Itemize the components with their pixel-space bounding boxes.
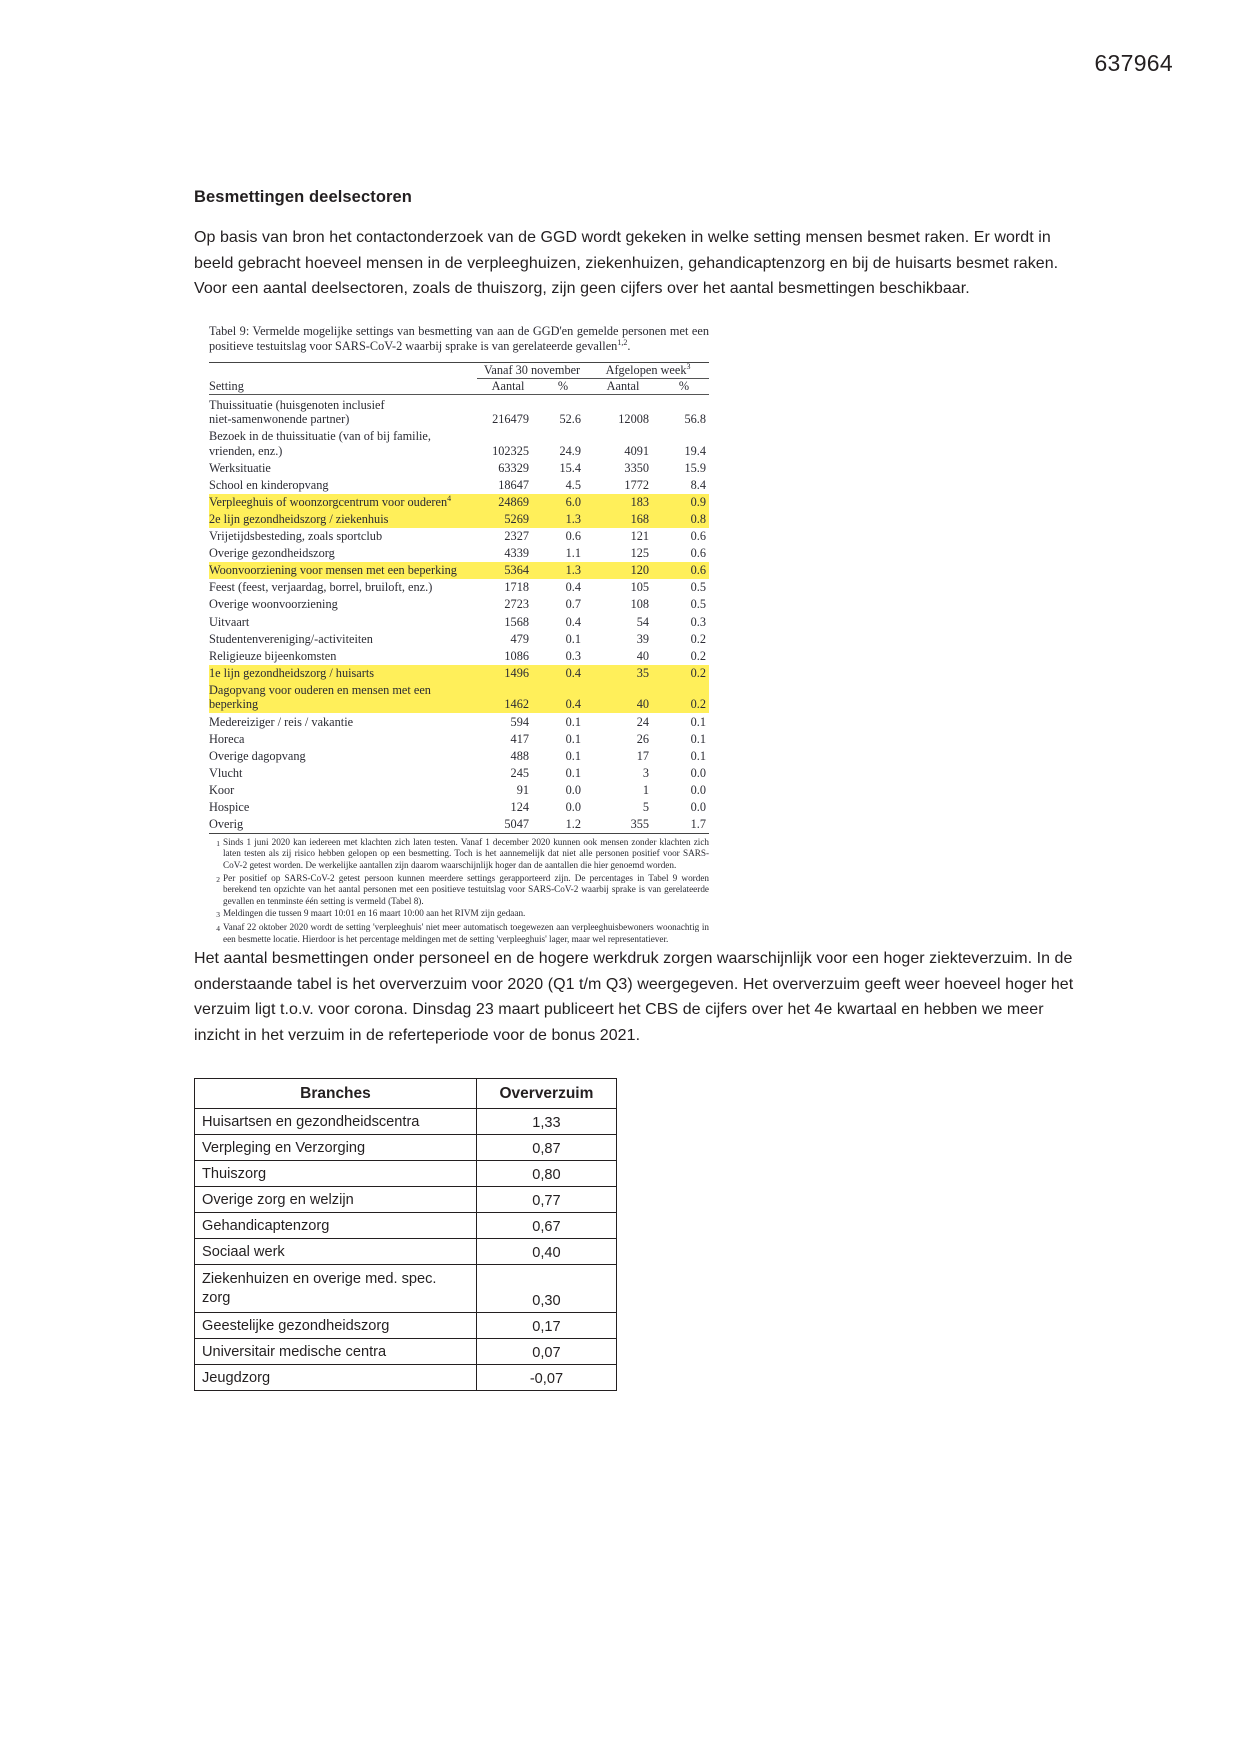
cell-p2: 15.9 [684, 460, 707, 475]
footnote-text: Meldingen die tussen 9 maart 10:01 en 16 maart 10:00 aan het RIVM zijn gedaan. [223, 908, 526, 919]
cell-p2: 0.6 [690, 546, 707, 561]
table-row [209, 713, 709, 730]
group-header-period-2 [587, 362, 709, 378]
cell-setting: Overige gezondheidszorg [209, 546, 335, 561]
cell-branch: Ziekenhuizen en overige med. spec. zorg [195, 1265, 477, 1313]
footnote-text: Vanaf 22 oktober 2020 wordt de setting 'verpleeghuis' niet meer automatisch toegewezen aan verpleeghuisbewoners woonachtig in een besmette locatie. Hierdoor is het percentage meldingen met de setting 'verpleeghuis' lager, maar wel representatiever. [223, 922, 709, 944]
branches-header-oververzuim: Oververzuim [476, 1079, 616, 1109]
cell-setting: Thuissituatie (huisgenoten inclusief niet-samenwonende partner) [209, 394, 477, 428]
cell-setting: Vlucht [209, 765, 243, 780]
branches-header-row [195, 1079, 617, 1109]
cell-p1: 0.4 [539, 682, 587, 714]
table-row [209, 647, 709, 664]
cell-a1: 245 [510, 765, 529, 780]
table-row [195, 1161, 617, 1187]
group-header-2-label: Afgelopen week [605, 362, 687, 377]
table-row [209, 764, 709, 781]
column-header-row [209, 378, 709, 394]
table-row [209, 428, 709, 460]
cell-p1: 0.0 [565, 799, 582, 814]
cell-a2: 125 [630, 546, 650, 561]
cell-setting: Studentenvereniging/-activiteiten [209, 631, 373, 646]
cell-p2: 0.0 [690, 765, 707, 780]
table-row [209, 596, 709, 613]
cell-setting: Verpleeghuis of woonzorgcentrum voor ouderen$^4$ [209, 494, 477, 511]
cell-p1: 0.6 [565, 529, 582, 544]
settings-table-block [209, 324, 709, 946]
cell-oververzuim: 1,33 [476, 1109, 616, 1135]
cell-a2: 4091 [624, 443, 650, 458]
cell-a2: 121 [630, 529, 650, 544]
table-row [195, 1239, 617, 1265]
cell-oververzuim: 0,87 [476, 1135, 616, 1161]
cell-p1: 0.4 [565, 580, 582, 595]
table-row [209, 511, 709, 528]
table-row [209, 562, 709, 579]
table-row [209, 613, 709, 630]
cell-a1: 2723 [504, 597, 529, 612]
caption-text: Vermelde mogelijke settings van besmetting van aan de GGD'en gemelde personen met een positieve testuitslag voor SARS-CoV-2 waarbij sprake is van gerelateerde gevallen [209, 323, 709, 353]
cell-p2: 19.4 [684, 443, 707, 458]
cell-a1: 63329 [498, 460, 529, 475]
cell-p1: 1.3 [539, 562, 587, 579]
cell-setting: Overige woonvoorziening [209, 597, 338, 612]
cell-oververzuim: -0,07 [476, 1365, 616, 1391]
cell-p1: 6.0 [539, 494, 587, 511]
table-row [209, 665, 709, 682]
cell-a2: 108 [630, 597, 650, 612]
cell-setting: 2e lijn gezondheidszorg / ziekenhuis [209, 511, 477, 528]
cell-p2: 0.0 [690, 782, 707, 797]
table-row [209, 476, 709, 493]
table-row [195, 1135, 617, 1161]
table-row [209, 730, 709, 747]
cell-a1: 124 [510, 799, 529, 814]
cell-a2: 1772 [624, 477, 650, 492]
cell-p1: 0.1 [565, 765, 582, 780]
cell-setting: Koor [209, 782, 235, 797]
cell-branch: Huisartsen en gezondheidscentra [195, 1109, 477, 1135]
cell-a2: 40 [587, 682, 659, 714]
col-header-pct-2: % [678, 378, 690, 393]
cell-setting: Woonvoorziening voor mensen met een beperking [209, 562, 477, 579]
cell-p2: 56.8 [659, 394, 709, 428]
cell-setting: Feest (feest, verjaardag, borrel, bruiloft, enz.) [209, 580, 433, 595]
cell-a1: 488 [510, 748, 529, 763]
cell-a2: 120 [587, 562, 659, 579]
table-row [195, 1109, 617, 1135]
cell-a2: 1 [642, 782, 650, 797]
footnote-text: Per positief op SARS-CoV-2 getest persoon kunnen meerdere settings gerapporteerd zijn. De percentages in Tabel 9 worden berekend ten opzichte van het aantal personen met een positieve testuitslag voor SARS-CoV-2 waarbij sprake is van gerelateerde gevallen en tenminste één setting is vermeld (Tabel 8). [223, 872, 709, 906]
footnote-text: Sinds 1 juni 2020 kan iedereen met klachten zich laten testen. Vanaf 1 december 2020 kunnen ook mensen zonder klachten zich laten testen als zij risico hebben gelopen op een besmetting. Toch is het aannemelijk dat niet alle personen positief voor SARS-CoV-2 getest worden. De werkelijke aantallen zijn daarom waarschijnlijk hoger dan de aantallen die hier genoemd worden. [223, 836, 709, 871]
cell-a1: 216479 [477, 394, 539, 428]
cell-branch: Thuiszorg [195, 1161, 477, 1187]
cell-p1: 0.1 [565, 731, 582, 746]
cell-p1: 24.9 [559, 443, 582, 458]
cell-p1: 0.0 [565, 782, 582, 797]
cell-p2: 0.9 [659, 494, 709, 511]
cell-a1: 1568 [504, 614, 529, 629]
table-row [195, 1339, 617, 1365]
group-header-period-1 [477, 362, 587, 378]
table-row [209, 545, 709, 562]
footnote-marker: 3 [216, 910, 220, 920]
cell-branch: Universitair medische centra [195, 1339, 477, 1365]
cell-setting: Dagopvang voor ouderen en mensen met een beperking [209, 682, 477, 714]
cell-p2: 0.8 [659, 511, 709, 528]
cell-a2: 3350 [624, 460, 650, 475]
branches-table-body [195, 1109, 617, 1391]
footnote-marker: 1 [216, 838, 220, 848]
cell-p2: 0.2 [690, 631, 707, 646]
cell-a2: 24 [636, 714, 650, 729]
cell-p2: 0.6 [690, 529, 707, 544]
cell-a2: 168 [587, 511, 659, 528]
cell-a2: 39 [636, 631, 650, 646]
cell-oververzuim: 0,80 [476, 1161, 616, 1187]
table-row [209, 682, 709, 714]
table-row [195, 1213, 617, 1239]
cell-setting: Religieuze bijeenkomsten [209, 648, 337, 663]
cell-p2: 1.7 [659, 816, 709, 834]
cell-branch: Gehandicaptenzorg [195, 1213, 477, 1239]
cell-p1: 1.3 [539, 511, 587, 528]
footnote [209, 837, 709, 872]
intro-paragraph: Op basis van bron het contactonderzoek van de GGD wordt gekeken in welke setting mensen besmet raken. Er wordt in beeld gebracht hoeveel mensen in de verpleeghuizen, ziekenhuizen, gehandicaptenzorg en bij de huisarts besmet raken. Voor een aantal deelsectoren, zoals de thuiszorg, zijn geen cijfers over het aantal besmettingen beschikbaar. [194, 229, 1059, 297]
cell-a1: 417 [510, 731, 529, 746]
cell-setting: Bezoek in de thuissituatie (van of bij familie, vrienden, enz.) [209, 429, 431, 458]
cell-setting: Overig [209, 816, 477, 834]
table-row [209, 394, 709, 428]
cell-a2: 35 [587, 665, 659, 682]
cell-setting: Vrijetijdsbesteding, zoals sportclub [209, 529, 383, 544]
table-row [209, 799, 709, 816]
cell-p1: 15.4 [559, 460, 582, 475]
cell-branch: Jeugdzorg [195, 1365, 477, 1391]
cell-a1: 594 [510, 714, 529, 729]
after-table-paragraph: Het aantal besmettingen onder personeel en de hogere werkdruk zorgen waarschijnlijk voor een hoger ziekteverzuim. In de onderstaande tabel is het oververzuim voor 2020 (Q1 t/m Q3) weergegeven. Het oververzuim geeft weer hoeveel hoger het verzuim ligt t.o.v. voor corona. Dinsdag 23 maart publiceert het CBS de cijfers over het 4e kwartaal en hebben we meer inzicht in het verzuim in de referteperiode voor de bonus 2021. [194, 950, 1074, 1044]
table-row [209, 630, 709, 647]
cell-p1: 1.2 [539, 816, 587, 834]
cell-branch: Sociaal werk [195, 1239, 477, 1265]
cell-a2: 5 [642, 799, 650, 814]
cell-a1: 24869 [477, 494, 539, 511]
col-header-pct-1: % [557, 378, 569, 393]
cell-p1: 0.1 [565, 714, 582, 729]
footnote [209, 908, 709, 921]
cell-p2: 0.5 [690, 597, 707, 612]
caption-label: Tabel 9: [209, 323, 250, 338]
cell-a2: 355 [587, 816, 659, 834]
cell-p2: 0.5 [690, 580, 707, 595]
cell-setting: Uitvaart [209, 614, 250, 629]
cell-oververzuim: 0,30 [476, 1265, 616, 1313]
cell-setting: Medereiziger / reis / vakantie [209, 714, 354, 729]
cell-setting: Hospice [209, 799, 250, 814]
cell-p2: 0.0 [690, 799, 707, 814]
table-row [209, 459, 709, 476]
section-title: Besmettingen deelsectoren [194, 188, 412, 206]
cell-p2: 0.6 [659, 562, 709, 579]
cell-a2: 17 [636, 748, 650, 763]
document-content [194, 188, 1074, 1391]
table-row [209, 747, 709, 764]
cell-a1: 18647 [498, 477, 529, 492]
table-row [209, 816, 709, 834]
cell-a2: 105 [630, 580, 650, 595]
cell-p1: 52.6 [539, 394, 587, 428]
table-row [195, 1365, 617, 1391]
cell-p2: 0.1 [690, 714, 707, 729]
cell-a1: 91 [516, 782, 529, 797]
settings-table [209, 362, 709, 834]
branches-header-branch: Branches [195, 1079, 477, 1109]
table-row [209, 494, 709, 511]
cell-p1: 0.1 [565, 748, 582, 763]
cell-a1: 102325 [492, 443, 529, 458]
table-row [195, 1265, 617, 1313]
cell-p2: 0.2 [659, 682, 709, 714]
cell-p2: 0.1 [690, 748, 707, 763]
cell-a1: 5269 [477, 511, 539, 528]
cell-branch: Verpleging en Verzorging [195, 1135, 477, 1161]
cell-p2: 0.2 [659, 665, 709, 682]
cell-a1: 1086 [504, 648, 529, 663]
cell-setting: Horeca [209, 731, 245, 746]
cell-p2: 0.1 [690, 731, 707, 746]
cell-p1: 4.5 [565, 477, 582, 492]
cell-branch: Overige zorg en welzijn [195, 1187, 477, 1213]
cell-setting: School en kinderopvang [209, 477, 329, 492]
footnote-marker: 2 [216, 874, 220, 884]
cell-setting: Werksituatie [209, 460, 271, 475]
table-row [209, 782, 709, 799]
cell-p1: 0.3 [565, 648, 582, 663]
cell-a1: 4339 [504, 546, 529, 561]
cell-a1: 1718 [504, 580, 529, 595]
col-header-aantal-2: Aantal [606, 378, 640, 393]
cell-oververzuim: 0,67 [476, 1213, 616, 1239]
footnote [209, 922, 709, 945]
cell-p1: 0.1 [565, 631, 582, 646]
footnote [209, 873, 709, 908]
table-row [209, 528, 709, 545]
table-row [195, 1313, 617, 1339]
group-header-spacer [209, 362, 477, 378]
group-header-1-label: Vanaf 30 november [483, 362, 581, 377]
cell-p2: 8.4 [690, 477, 707, 492]
cell-oververzuim: 0,77 [476, 1187, 616, 1213]
cell-a2: 40 [636, 648, 650, 663]
page-number: 637964 [1094, 50, 1173, 76]
cell-a1: 1462 [477, 682, 539, 714]
cell-oververzuim: 0,07 [476, 1339, 616, 1365]
settings-table-body [209, 394, 709, 833]
cell-oververzuim: 0,17 [476, 1313, 616, 1339]
cell-a1: 479 [510, 631, 529, 646]
group-header-row [209, 362, 709, 378]
table-row [195, 1187, 617, 1213]
settings-table-footnotes [209, 837, 709, 945]
cell-p2: 0.3 [690, 614, 707, 629]
cell-p2: 0.2 [690, 648, 707, 663]
cell-a2: 183 [587, 494, 659, 511]
footnote-marker: 4 [216, 924, 220, 934]
cell-a2: 12008 [587, 394, 659, 428]
cell-p1: 0.7 [565, 597, 582, 612]
cell-a2: 3 [642, 765, 650, 780]
cell-p1: 0.4 [565, 614, 582, 629]
cell-a1: 2327 [504, 529, 529, 544]
col-header-aantal-1: Aantal [491, 378, 525, 393]
cell-branch: Geestelijke gezondheidszorg [195, 1313, 477, 1339]
cell-a1: 1496 [477, 665, 539, 682]
branches-table [194, 1078, 617, 1391]
cell-setting: 1e lijn gezondheidszorg / huisarts [209, 665, 477, 682]
cell-p1: 0.4 [539, 665, 587, 682]
cell-oververzuim: 0,40 [476, 1239, 616, 1265]
cell-a1: 5364 [477, 562, 539, 579]
caption-superscript: 1,2 [617, 337, 628, 347]
settings-table-caption: Tabel 9: Vermelde mogelijke settings van besmetting van aan de GGD'en gemelde personen met een positieve testuitslag voor SARS-CoV-2 waarbij sprake is van gerelateerde gevallen$^{1,2}$. [209, 323, 709, 353]
group-header-2-sup: 3 [686, 361, 691, 371]
cell-p1: 1.1 [565, 546, 582, 561]
cell-a2: 54 [636, 614, 650, 629]
cell-a1: 5047 [477, 816, 539, 834]
cell-setting: Overige dagopvang [209, 748, 306, 763]
cell-a2: 26 [636, 731, 650, 746]
col-header-setting: Setting [209, 378, 244, 393]
table-row [209, 579, 709, 596]
